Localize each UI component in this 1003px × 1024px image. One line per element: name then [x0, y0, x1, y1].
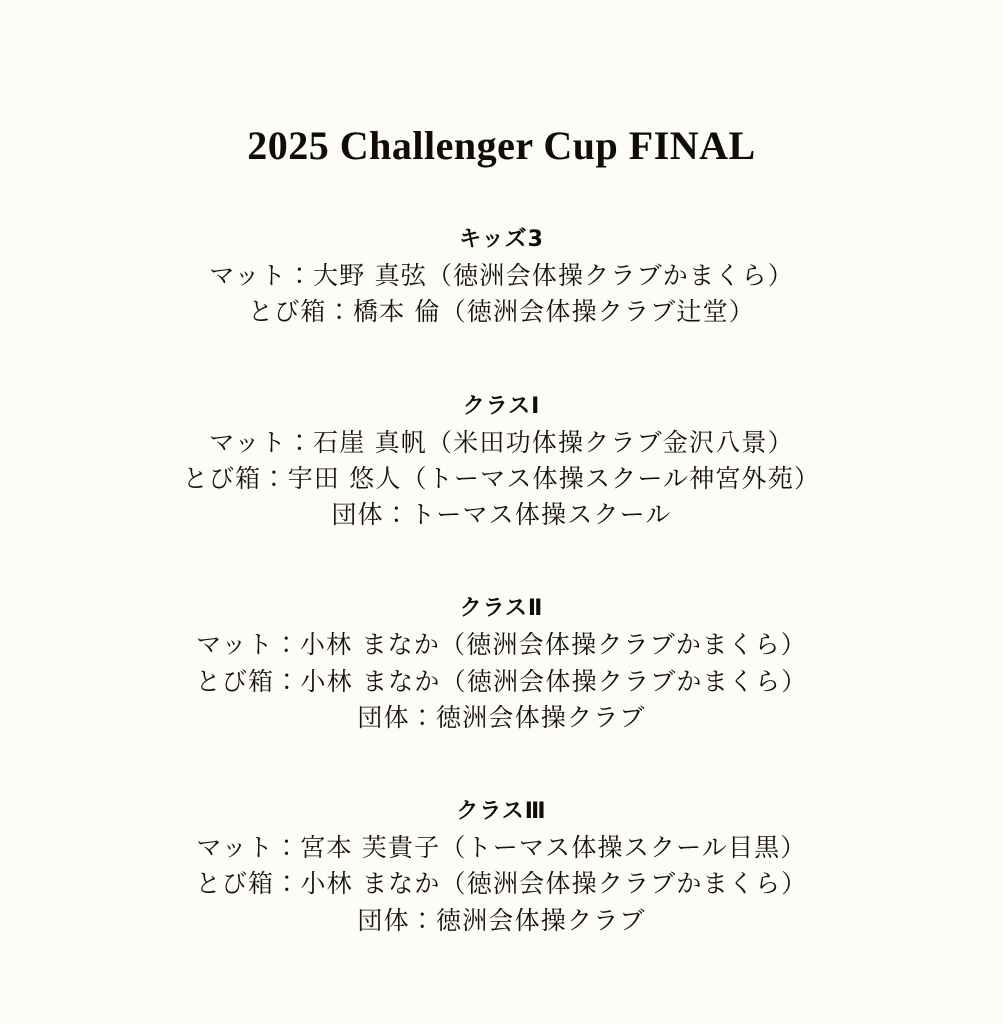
section-spacer [0, 577, 1003, 591]
result-entry: とび箱：小林 まなか（徳洲会体操クラブかまくら） [195, 666, 808, 696]
result-entry: マット：小林 まなか（徳洲会体操クラブかまくら） [196, 630, 807, 660]
result-entry: 団体：トーマス体操スクール [331, 500, 672, 529]
result-entry: とび箱：宇田 悠人（トーマス体操スクール神宮外苑） [182, 463, 821, 493]
result-entry: マット：宮本 芙貴子（トーマス体操スクール目黒） [196, 833, 807, 862]
result-entry: とび箱：小林 まなか（徳洲会体操クラブかまくら） [195, 869, 808, 899]
result-section-class-3 [0, 794, 1003, 939]
section-heading: クラスⅠ [462, 393, 541, 419]
section-heading: クラスⅡ [459, 596, 544, 622]
result-entry: とび箱：橋本 倫（徳洲会体操クラブ辻堂） [248, 297, 755, 327]
results-list [0, 222, 1003, 939]
result-section-class-1 [0, 389, 1003, 534]
page-title: 2025 Challenger Cup FINAL [247, 123, 756, 168]
section-spacer [0, 780, 1003, 794]
section-spacer [0, 375, 1003, 389]
section-heading: クラスⅢ [456, 799, 547, 824]
result-section-kids3 [0, 222, 1003, 331]
section-heading: キッズ3 [459, 227, 544, 252]
result-entry: 団体：徳洲会体操クラブ [357, 905, 646, 935]
result-entry: マット：石崖 真帆（米田功体操クラブ金沢八景） [209, 427, 794, 457]
result-section-class-2 [0, 591, 1003, 736]
result-entry: マット：大野 真弦（徳洲会体操クラブかまくら） [209, 261, 794, 290]
result-entry: 団体：徳洲会体操クラブ [357, 702, 646, 732]
